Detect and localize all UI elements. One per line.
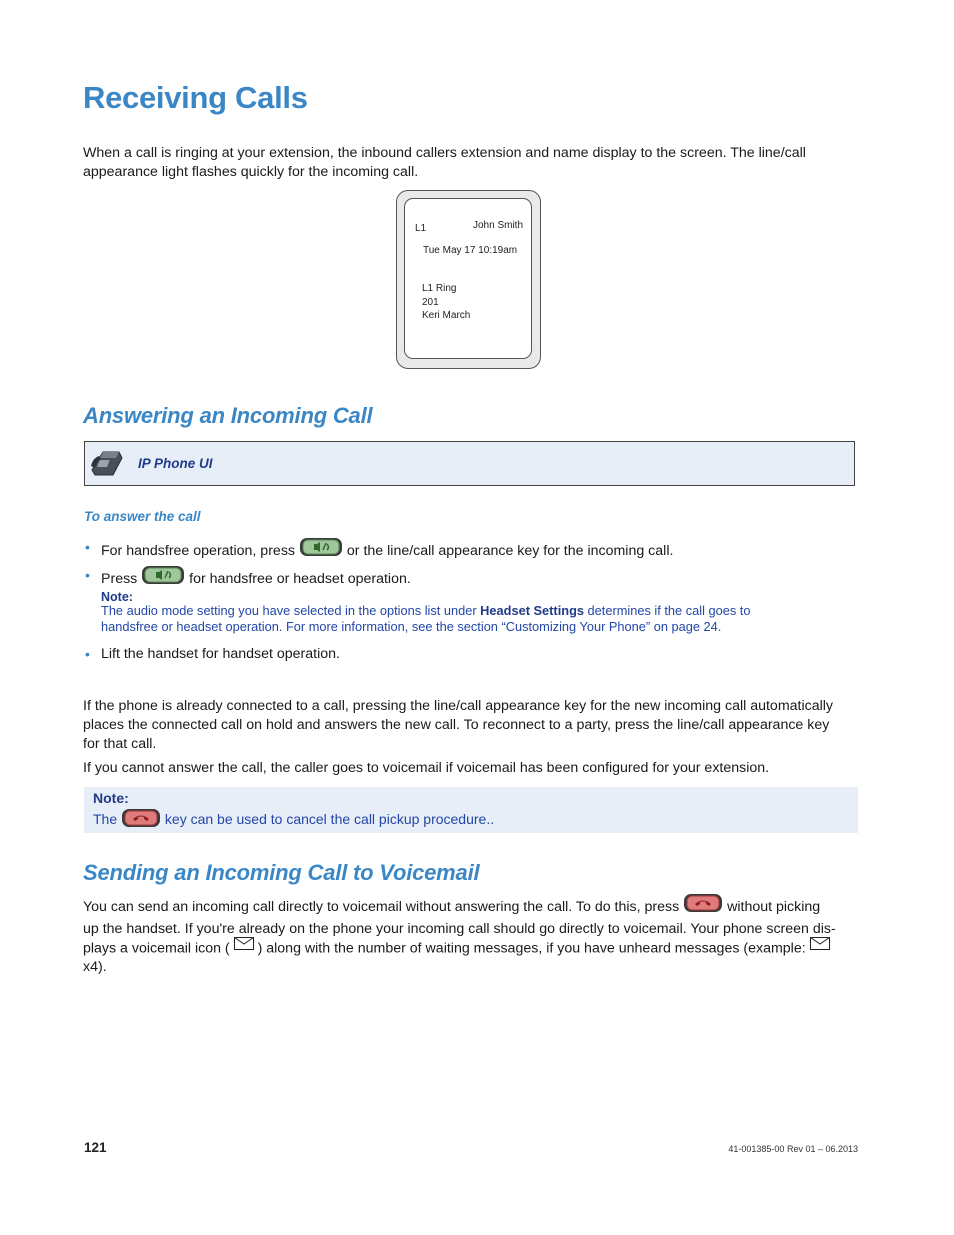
- paragraph-line: up the handset. If you're already on the phone your incoming call should go directly to voicemail. Your phone screen dis-: [83, 921, 836, 937]
- envelope-icon: [234, 937, 254, 956]
- page-number: 121: [84, 1140, 107, 1155]
- section-heading-answering: Answering an Incoming Call: [83, 403, 373, 428]
- voicemail-line1-pre: You can send an incoming call directly to voicemail without answering the call. To do this, press: [83, 898, 680, 915]
- voicemail-line3-mid: ) along with the number of waiting messages, if you have unheard messages (example:: [257, 940, 806, 957]
- paragraph-line: for that call.: [83, 736, 157, 752]
- note-text-post: determines if the call goes to: [584, 603, 751, 618]
- section-heading-voicemail: Sending an Incoming Call to Voicemail: [83, 860, 480, 885]
- desk-phone-icon: [89, 448, 125, 483]
- display-status: L1 Ring: [422, 283, 457, 294]
- note2-text-post: key can be used to cancel the call pickup procedure..: [164, 811, 495, 828]
- note-box-cancel: [84, 787, 858, 833]
- note-text-bold: Headset Settings: [480, 603, 584, 618]
- bullet-1: [101, 538, 673, 564]
- intro-paragraph: When a call is ringing at your extension, the inbound callers extension and name display to the screen. The line/call appearance light flashes quickly for the incoming call.: [83, 145, 806, 180]
- paragraph-connected-call: [83, 697, 858, 754]
- bullet-1-post: or the line/call appearance key for the incoming call.: [346, 542, 674, 559]
- bullet-1-pre: For handsfree operation, press: [101, 542, 296, 559]
- note-text-pre: The audio mode setting you have selected in the options list under: [101, 603, 481, 618]
- display-extension: 201: [422, 297, 439, 308]
- handsfree-key-icon: [299, 537, 343, 563]
- document-id: 41-001385-00 Rev 01 – 06.2013: [728, 1144, 858, 1154]
- note-title: Note:: [101, 590, 133, 604]
- ip-phone-ui-label: IP Phone UI: [138, 456, 213, 471]
- bullet-2: [101, 566, 411, 592]
- paragraph-line: [83, 939, 858, 958]
- note-text: [101, 603, 801, 635]
- bullet-marker: •: [85, 646, 90, 662]
- voicemail-paragraph: [83, 894, 858, 977]
- handsfree-key-icon: [141, 565, 185, 591]
- ip-phone-ui-box: [84, 441, 855, 486]
- note2-text-pre: The: [93, 811, 118, 828]
- page-title: Receiving Calls: [83, 80, 308, 115]
- note-text-line2[interactable]: handsfree or headset operation. For more information, see the section “Customizing Your Phone” on page 24.: [101, 619, 722, 634]
- display-caller-name: Keri March: [422, 310, 471, 321]
- phone-display-figure: [396, 190, 541, 369]
- paragraph-line: [83, 894, 858, 920]
- display-caller-top: John Smith: [473, 220, 524, 231]
- bullet-marker: •: [85, 567, 90, 583]
- voicemail-line1-post: without picking: [727, 898, 821, 915]
- paragraph-line: x4).: [83, 959, 107, 976]
- phone-screen: [404, 198, 532, 359]
- paragraph-line: places the connected call on hold and answers the new call. To reconnect to a party, press the line/call appearance key: [83, 717, 830, 733]
- voicemail-line3-pre: plays a voicemail icon (: [83, 940, 230, 957]
- bullet-2-post: for handsfree or headset operation.: [189, 570, 411, 587]
- envelope-icon: [810, 937, 830, 956]
- display-datetime: Tue May 17 10:19am: [423, 245, 518, 256]
- goodbye-key-icon: [683, 893, 723, 919]
- paragraph-line: If the phone is already connected to a call, pressing the line/call appearance key for the new incoming call automatically: [83, 698, 834, 714]
- paragraph-voicemail: If you cannot answer the call, the caller goes to voicemail if voicemail has been configured for your extension.: [83, 760, 770, 776]
- note-title: Note:: [93, 790, 129, 806]
- bullet-2-pre: Press: [101, 570, 138, 587]
- bullet-3: Lift the handset for handset operation.: [101, 646, 340, 662]
- procedure-title: To answer the call: [84, 509, 201, 524]
- display-line: L1: [415, 223, 427, 234]
- bullet-marker: •: [85, 539, 90, 555]
- note-text: [93, 809, 494, 832]
- goodbye-key-icon: [121, 808, 161, 831]
